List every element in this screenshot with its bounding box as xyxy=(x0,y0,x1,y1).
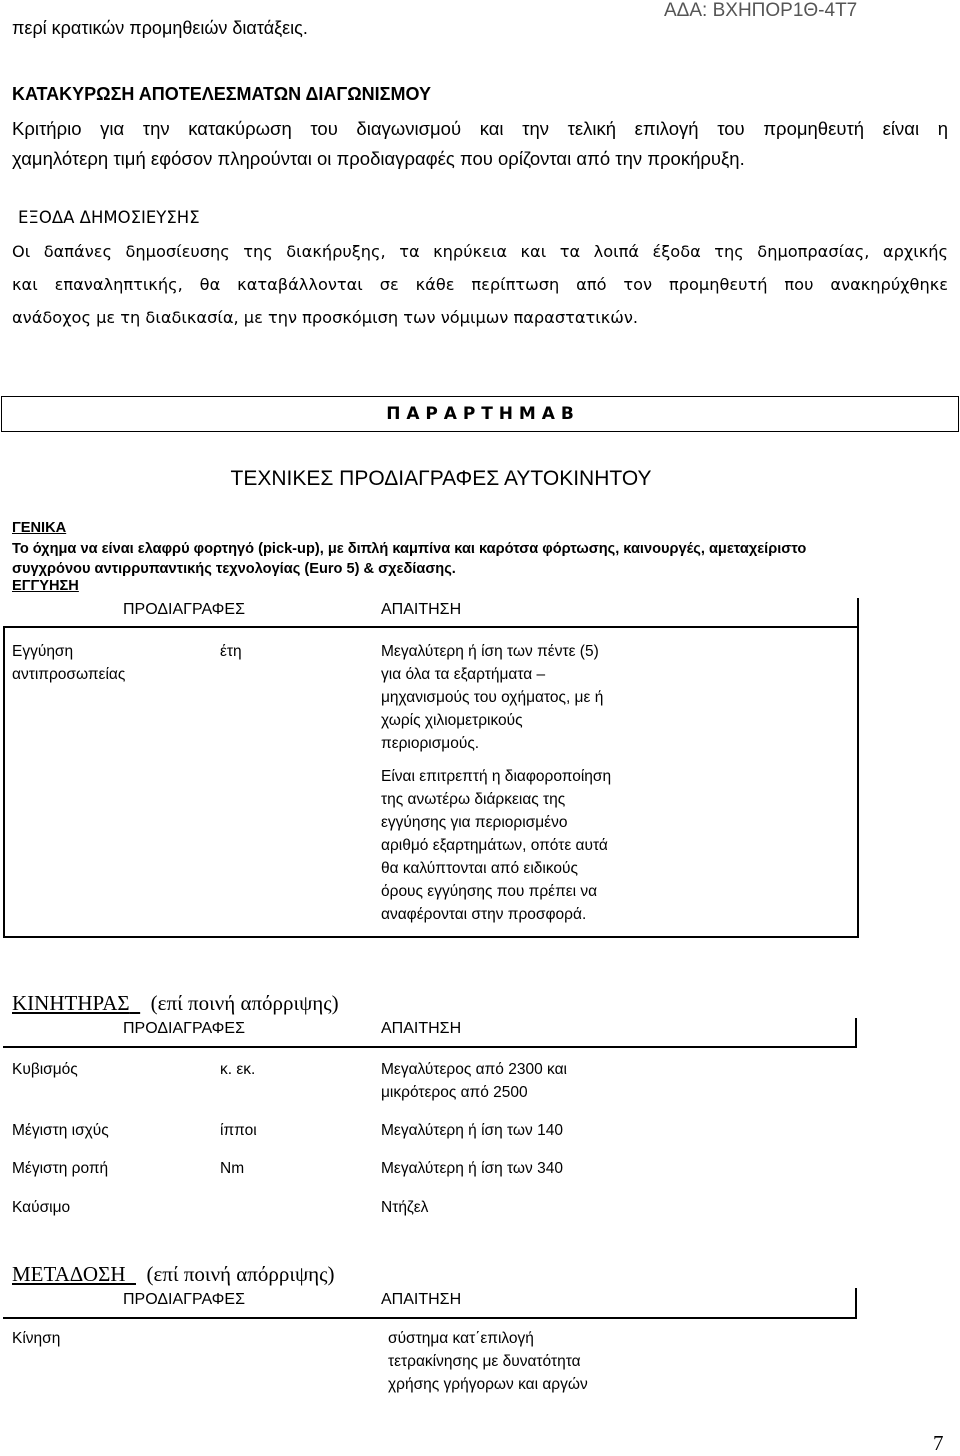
warranty-table-top-border xyxy=(3,626,859,628)
engine-row-1-unit: ίπποι xyxy=(220,1122,257,1139)
warranty-row-req-a: Μεγαλύτερη ή ίση των πέντε (5) για όλα τα εξαρτήματα – μηχανισμούς του οχήματος, με ή χωρίς χιλιομετρικούς περιορισμούς. xyxy=(381,643,604,752)
warranty-heading: ΕΓΓΥΗΣΗ xyxy=(12,578,79,594)
engine-table-right-border xyxy=(855,1018,857,1048)
transmission-col-req: ΑΠΑΙΤΗΣΗ xyxy=(381,1291,462,1308)
warranty-table-left-border xyxy=(3,626,5,938)
warranty-table-right-border xyxy=(857,598,859,938)
transmission-title: ΜΕΤΑΔΟΣΗ xyxy=(12,1262,126,1286)
engine-title-row xyxy=(12,991,339,1016)
engine-row-0-unit: κ. εκ. xyxy=(220,1061,256,1078)
general-line-1: Το όχημα να είναι ελαφρύ φορτηγό (pick-up), με διπλή καμπίνα και καρότσα φόρτωσης, καινουργές, αμεταχείριστο xyxy=(12,541,807,557)
transmission-table-top-border xyxy=(3,1317,857,1319)
transmission-row-name: Κίνηση xyxy=(12,1330,61,1347)
expenses-line-3: ανάδοχος με τη διαδικασία, με την προσκόμιση των νόμιμων παραστατικών. xyxy=(12,308,639,327)
expenses-line-1: Οι δαπάνες δημοσίευσης της διακήρυξης, τα κηρύκεια και τα λοιπά έξοδα της δημοπρασίας, αρχικής xyxy=(12,242,948,261)
warranty-row-req-b: Είναι επιτρεπτή η διαφοροποίηση της ανωτέρω διάρκειας της εγγύησης για περιορισμένο αριθμό εξαρτημάτων, οπότε αυτά θα καλύπτονται από ειδικούς όρους εγγύησης που πρέπει να αναφέρονται στην προσφορά. xyxy=(381,768,612,923)
award-line-2: χαμηλότερη τιμή εφόσον πληρούνται οι προδιαγραφές που ορίζονται από την προκήρυξη. xyxy=(12,148,745,169)
warranty-col-req: ΑΠΑΙΤΗΣΗ xyxy=(381,601,462,618)
engine-row-2-unit: Nm xyxy=(220,1160,245,1177)
warranty-row-name: Εγγύηση αντιπροσωπείας xyxy=(12,643,126,683)
engine-row-1-name: Μέγιστη ισχύς xyxy=(12,1122,109,1139)
warranty-col-spec: ΠΡΟΔΙΑΓΡΑΦΕΣ xyxy=(123,601,245,618)
engine-row-2-name: Μέγιστη ροπή xyxy=(12,1160,109,1177)
engine-title: ΚΙΝΗΤΗΡΑΣ xyxy=(12,991,130,1015)
intro-line: περί κρατικών προμηθειών διατάξεις. xyxy=(12,18,308,38)
engine-row-3-name: Καύσιμο xyxy=(12,1199,71,1216)
engine-row-1-req: Μεγαλύτερη ή ίση των 140 xyxy=(381,1122,563,1139)
page-number: 7 xyxy=(933,1431,944,1455)
warranty-table-bottom-border xyxy=(3,936,859,938)
engine-row-2-req: Μεγαλύτερη ή ίση των 340 xyxy=(381,1160,563,1177)
general-heading: ΓΕΝΙΚΑ xyxy=(12,520,67,536)
engine-table-top-border xyxy=(3,1046,857,1048)
engine-row-0-name: Κυβισμός xyxy=(12,1061,78,1078)
warranty-row-unit: έτη xyxy=(220,643,242,660)
general-line-2: συγχρόνου αντιρρυπαντικής τεχνολογίας (Euro 5) & σχεδίασης. xyxy=(12,561,456,577)
ada-code: ΑΔΑ: ΒΧΗΠΟΡ1Θ-4Τ7 xyxy=(664,0,858,21)
expenses-line-2: και επαναληπτικής, θα καταβάλλονται σε κάθε περίπτωση από τον προμηθευτή που ανακηρύχθηκε xyxy=(12,275,948,294)
annex-label: Π Α Ρ Α Ρ Τ Η Μ Α Β xyxy=(1,396,959,432)
engine-row-3-req: Ντήζελ xyxy=(381,1199,429,1216)
expenses-title: ΕΞΟΔΑ ΔΗΜΟΣΙΕΥΣΗΣ xyxy=(18,208,200,227)
engine-row-0-req: Μεγαλύτερος από 2300 και μικρότερος από 2500 xyxy=(381,1061,567,1101)
award-line-1: Κριτήριο για την κατακύρωση του διαγωνισμού και την τελική επιλογή του προμηθευτή είναι η xyxy=(12,118,948,139)
transmission-qualifier: (επί ποινή απόρριψης) xyxy=(146,1262,335,1286)
transmission-row-req: σύστημα κατ΄επιλογή τετρακίνησης με δυνατότητα χρήσης γρήγορων και αργών xyxy=(388,1330,588,1393)
award-title: ΚΑΤΑΚΥΡΩΣΗ ΑΠΟΤΕΛΕΣΜΑΤΩΝ ΔΙΑΓΩΝΙΣΜΟΥ xyxy=(12,84,431,104)
engine-col-spec: ΠΡΟΔΙΑΓΡΑΦΕΣ xyxy=(123,1020,245,1037)
transmission-title-row xyxy=(12,1262,334,1287)
engine-qualifier: (επί ποινή απόρριψης) xyxy=(150,991,339,1015)
annex-title: ΤΕΧΝΙΚΕΣ ΠΡΟΔΙΑΓΡΑΦΕΣ ΑΥΤΟΚΙΝΗΤΟΥ xyxy=(230,467,652,490)
engine-col-req: ΑΠΑΙΤΗΣΗ xyxy=(381,1020,462,1037)
transmission-table-right-border xyxy=(855,1288,857,1319)
transmission-col-spec: ΠΡΟΔΙΑΓΡΑΦΕΣ xyxy=(123,1291,245,1308)
